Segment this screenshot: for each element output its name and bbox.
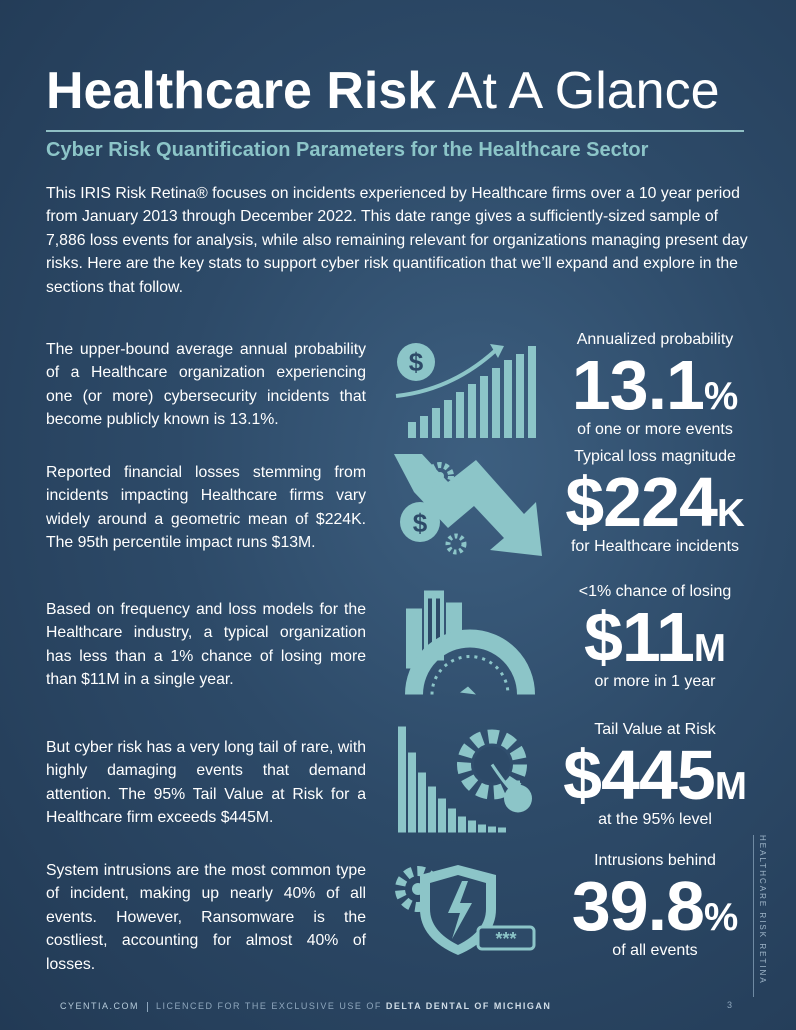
stat-bottom-label: or more in 1 year: [594, 673, 716, 690]
stat-top-label: Tail Value at Risk: [594, 721, 716, 738]
footer-separator: [147, 1002, 148, 1012]
stat-row-loss-magnitude: [0, 448, 796, 601]
stat-unit: %: [704, 375, 739, 418]
footer: [60, 1001, 551, 1012]
stat-description: The upper-bound average annual probability of a Healthcare organization experiencing one (or more) cybersecurity incidents that become publicly known is 13.1%.: [46, 341, 366, 429]
stat-row-chance-of-losing: [0, 583, 796, 738]
page-title: [46, 60, 720, 122]
stat-top-label: Typical loss magnitude: [574, 448, 736, 465]
stat-chance-of-losing: [548, 582, 762, 692]
stat-description: Based on frequency and loss models for the Healthcare industry, a typical organization has less than a 1% chance of losing more than $11M in a single year.: [46, 601, 366, 689]
stat-probability: [548, 330, 762, 440]
stat-value: [548, 463, 762, 541]
title-divider: [46, 130, 744, 132]
loss-arrow-gears-icon: [392, 447, 542, 567]
svg-text:***: ***: [495, 929, 517, 949]
svg-text:$: $: [408, 347, 424, 377]
title-bold: Healthcare Risk: [46, 62, 437, 120]
stat-top-label: <1% chance of losing: [578, 583, 732, 600]
stat-tail-value-at-risk: [548, 720, 762, 830]
stat-bottom-label: of all events: [612, 942, 698, 959]
stat-bottom-label: at the 95% level: [598, 811, 712, 828]
bar-growth-dollar-icon: [392, 330, 542, 450]
title-light: At A Glance: [447, 62, 720, 120]
stat-intrusions: [548, 851, 762, 961]
shield-password-icon: [392, 849, 542, 969]
footer-license-prefix: LICENCED FOR THE EXCLUSIVE USE OF: [156, 1001, 382, 1011]
stat-description: But cyber risk has a very long tail of rare, with highly damaging events that demand attention. The 95% Tail Value at Risk for a Healthcare firm exceeds $445M.: [46, 739, 366, 827]
page-subtitle: Cyber Risk Quantification Parameters for the Healthcare Sector: [46, 139, 649, 161]
intro-paragraph: This IRIS Risk Retina® focuses on incidents experienced by Healthcare firms over a 10 year period from January 2013 through December 2022. This date range gives a sufficiently-sized sample of 7,886 loss events for analysis, while also remaining relevant for organizations managing present day risks. Here are the key stats to support cyber risk quantification that we’ll expand and explore in the sections that follow.: [46, 185, 748, 296]
stat-bottom-label: for Healthcare incidents: [570, 538, 740, 555]
page-number: 3: [727, 1000, 733, 1010]
side-label-text: HEALTHCARE RISK RETINA: [758, 835, 767, 985]
stat-unit: M: [693, 627, 726, 670]
stat-top-label: Intrusions behind: [594, 852, 716, 869]
svg-text:$: $: [412, 508, 428, 538]
stat-description: Reported financial losses stemming from incidents impacting Healthcare firms vary widely around a geometric mean of $224K. The 95th percentile impact runs $13M.: [46, 464, 366, 552]
stat-number: 39.8: [571, 867, 704, 945]
stat-value: [548, 867, 762, 945]
stat-bottom-label: of one or more events: [577, 421, 733, 438]
stat-loss-magnitude: [548, 447, 762, 557]
stat-number: 13.1: [571, 346, 704, 424]
stat-number: $445: [563, 736, 715, 814]
stat-description: System intrusions are the most common type of incident, making up nearly 40% of all events. However, Ransomware is the costliest, accounting for almost 40% of losses.: [46, 862, 366, 973]
tail-distribution-bomb-icon: [392, 720, 542, 840]
stat-unit: M: [714, 765, 747, 808]
stat-value: [548, 598, 762, 676]
stat-unit: %: [704, 896, 739, 939]
stat-number: $224: [565, 463, 717, 541]
stat-row-intrusions: [0, 852, 796, 999]
stat-value: [548, 736, 762, 814]
city-gauge-icon: [392, 582, 542, 702]
stat-number: $11: [583, 598, 694, 676]
side-label: [753, 835, 778, 997]
stat-value: [548, 346, 762, 424]
stat-unit: K: [716, 492, 745, 535]
footer-licensee: DELTA DENTAL OF MICHIGAN: [385, 1001, 552, 1011]
stat-top-label: Annualized probability: [576, 331, 734, 348]
footer-brand-link[interactable]: CYENTIA.COM: [60, 1001, 140, 1011]
